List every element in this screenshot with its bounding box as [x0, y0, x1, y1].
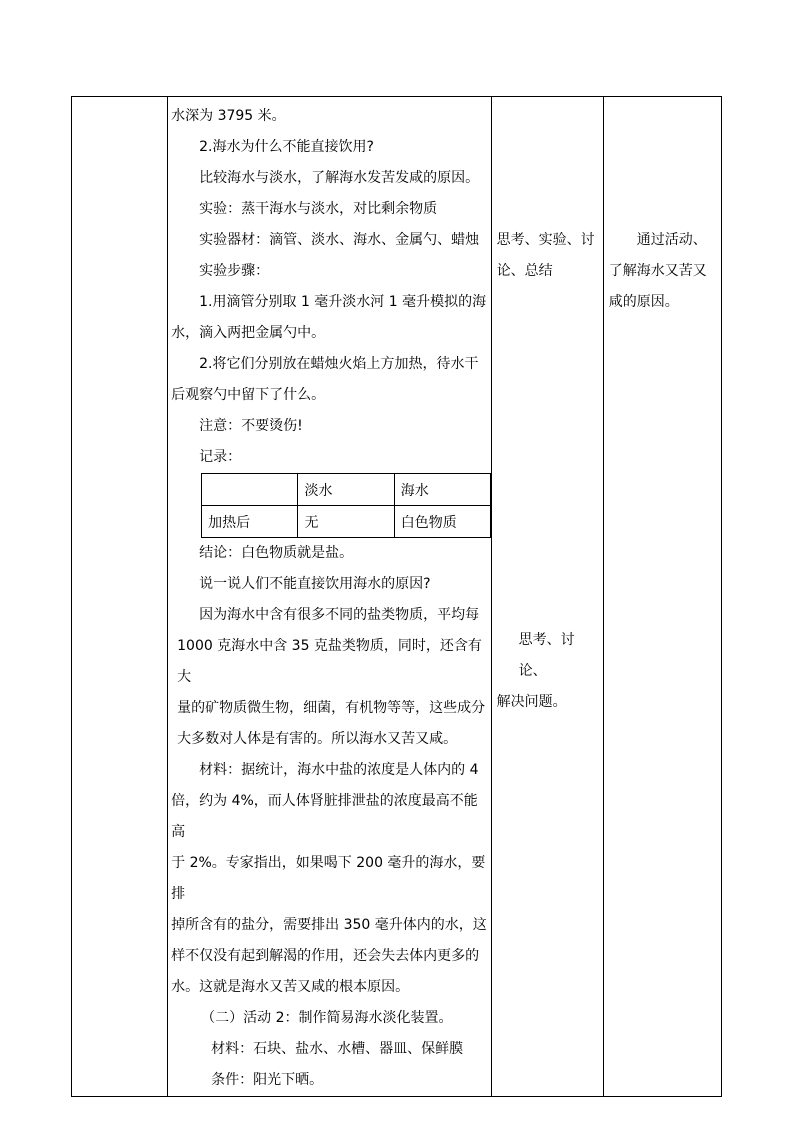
design-intent-cell	[603, 97, 721, 1097]
record-table	[201, 473, 491, 538]
activity-2-conditions: 条件：阳光下晒。	[211, 1072, 324, 1088]
text-line: 于 2%。专家指出，如果喝下 200 毫升的海水，要排	[171, 855, 486, 902]
lesson-row	[72, 97, 722, 1097]
step-1-cont: 水，滴入两把金属勺中。	[171, 325, 326, 341]
text-line: 水深为 3795 米。	[171, 108, 286, 124]
text-line: 大多数对人体是有害的。所以海水又苦又咸。	[177, 731, 458, 747]
materials-line: 实验器材：滴管、淡水、海水、金属勺、蜡烛	[199, 232, 480, 248]
record-cell: 加热后	[202, 506, 298, 538]
teaching-content-cell	[168, 97, 491, 1097]
text-line: 了解海水又苦又	[608, 263, 707, 279]
conclusion-line: 结论：白色物质就是盐。	[199, 545, 354, 561]
step-2-line: 2.将它们分别放在蜡烛火焰上方加热，待水干	[199, 356, 479, 372]
record-header-row	[202, 474, 491, 506]
student-activity-block-2	[497, 625, 599, 718]
activity-2-materials: 材料：石块、盐水、水槽、器皿、保鲜膜	[211, 1041, 464, 1057]
step-1-line: 1.用滴管分别取 1 毫升淡水河 1 毫升模拟的海	[199, 294, 487, 310]
text-line: 思考、讨论、	[518, 632, 575, 679]
text-line: 掉所含有的盐分，需要排出 350 毫升体内的水，这	[171, 917, 487, 933]
text-line: 咸的原因。	[608, 294, 679, 310]
material-line: 材料：据统计，海水中盐的浓度是人体内的 4	[199, 762, 479, 778]
record-header-cell	[202, 474, 298, 506]
activity-2-heading: （二）活动 2：制作简易海水淡化装置。	[201, 1010, 453, 1026]
student-activity-cell	[491, 97, 603, 1097]
text-line: 量的矿物质微生物，细菌，有机物等等，这些成分	[177, 700, 486, 716]
record-cell: 无	[298, 506, 394, 538]
record-cell: 白色物质	[394, 506, 490, 538]
student-activity-block-1	[497, 225, 599, 287]
text-line: 通过活动、	[636, 232, 707, 248]
text-line: 1000 克海水中含 35 克盐类物质，同时，还含有大	[177, 638, 482, 685]
caution-line: 注意：不要烫伤!	[199, 418, 303, 434]
step-2-cont: 后观察勺中留下了什么。	[171, 387, 326, 403]
record-header-cell: 淡水	[298, 474, 394, 506]
text-line: 解决问题。	[496, 694, 567, 710]
empty-column-cell	[72, 97, 168, 1097]
lesson-plan-table	[71, 96, 722, 1097]
text-line: 比较海水与淡水，了解海水发苦发咸的原因。	[199, 170, 480, 186]
text-line: 论、总结	[496, 263, 553, 279]
record-data-row	[202, 506, 491, 538]
text-line: 水。这就是海水又苦又咸的根本原因。	[171, 979, 410, 995]
experiment-title: 实验：蒸干海水与淡水，对比剩余物质	[199, 201, 438, 217]
text-line: 思考、实验、讨	[496, 232, 595, 248]
question-heading: 2.海水为什么不能直接饮用?	[199, 139, 374, 155]
text-line: 样不仅没有起到解渴的作用，还会失去体内更多的	[171, 948, 480, 964]
text-line: 倍，约为 4%，而人体肾脏排泄盐的浓度最高不能高	[171, 793, 478, 840]
discussion-question: 说一说人们不能直接饮用海水的原因?	[199, 576, 431, 592]
record-header-cell: 海水	[394, 474, 490, 506]
record-label: 记录：	[199, 449, 242, 465]
text-line: 因为海水中含有很多不同的盐类物质，平均每	[199, 607, 480, 623]
steps-heading: 实验步骤：	[199, 263, 270, 279]
